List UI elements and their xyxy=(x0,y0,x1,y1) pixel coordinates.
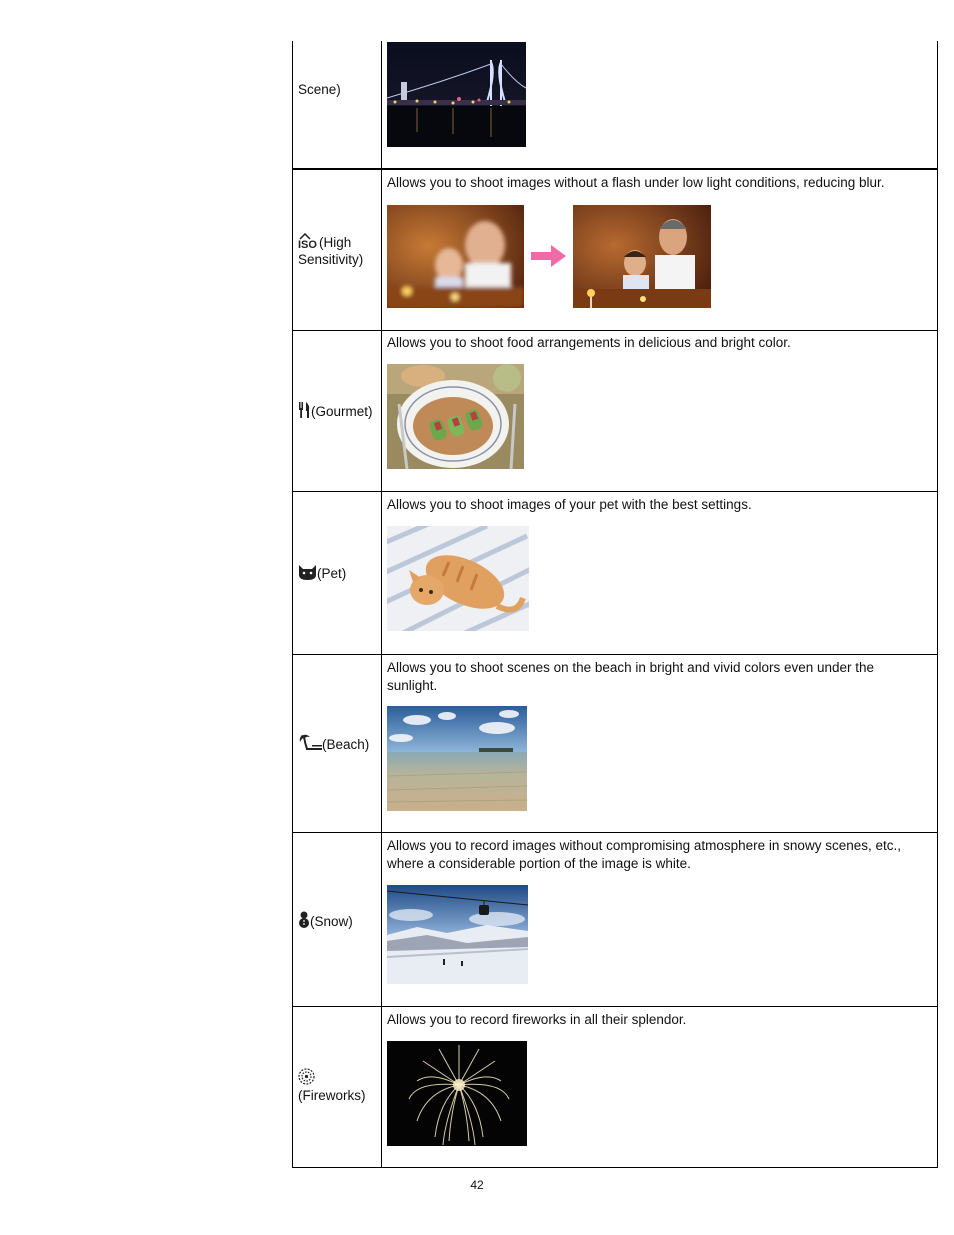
row-label: (Beach) xyxy=(298,734,369,753)
label-cell xyxy=(293,330,382,491)
row-description: Allows you to shoot scenes on the beach in bright and vivid colors even under the sunlight. xyxy=(387,660,875,693)
table-row-fireworks xyxy=(292,1007,938,1168)
svg-text:ISO: ISO xyxy=(298,239,317,249)
label-cell xyxy=(293,833,382,1006)
row-label: (Fireworks) xyxy=(298,1068,380,1104)
row-label: Scene) xyxy=(298,82,341,97)
label-cell xyxy=(293,1007,382,1167)
row-description: Allows you to record fireworks in all their splendor. xyxy=(387,1012,687,1027)
beach-image xyxy=(387,706,527,811)
table-row-pet xyxy=(292,492,938,655)
label-cell xyxy=(293,41,382,168)
table-row-gourmet xyxy=(292,330,938,492)
row-description: Allows you to record images without compromising atmosphere in snowy scenes, etc., where a considerable portion of the image is white. xyxy=(387,838,901,871)
fireworks-image xyxy=(387,1041,527,1146)
fireworks-icon xyxy=(298,1068,315,1085)
label-cell xyxy=(293,655,382,832)
page-number: 42 xyxy=(470,1178,484,1192)
palm-tree-icon xyxy=(298,734,322,751)
arrow-right-icon xyxy=(531,244,567,268)
table-row-beach xyxy=(292,655,938,833)
row-description: Allows you to shoot food arrangements in delicious and bright color. xyxy=(387,335,791,350)
pet-cat-image xyxy=(387,526,529,631)
row-label: ISO (High Sensitivity) xyxy=(298,235,364,267)
table-row-high-sensitivity xyxy=(292,169,938,331)
snow-ski-image xyxy=(387,885,528,984)
table-row-snow xyxy=(292,833,938,1007)
table-row-night-scene xyxy=(292,41,938,169)
cat-face-icon xyxy=(298,564,317,580)
sharp-dinner-image xyxy=(573,205,711,308)
snowman-icon xyxy=(298,911,310,928)
row-label: (Gourmet) xyxy=(298,402,373,420)
row-label: (Snow) xyxy=(298,911,353,930)
gourmet-dish-image xyxy=(387,364,524,469)
fork-knife-icon xyxy=(298,402,311,418)
label-cell xyxy=(293,170,382,330)
iso-icon xyxy=(298,233,319,249)
label-cell xyxy=(293,492,382,654)
blurred-dinner-image xyxy=(387,205,524,308)
row-label: (Pet) xyxy=(298,564,346,582)
row-description: Allows you to shoot images without a flash under low light conditions, reducing blur. xyxy=(387,175,885,190)
night-bridge-image xyxy=(387,42,526,147)
row-description: Allows you to shoot images of your pet with the best settings. xyxy=(387,497,752,512)
